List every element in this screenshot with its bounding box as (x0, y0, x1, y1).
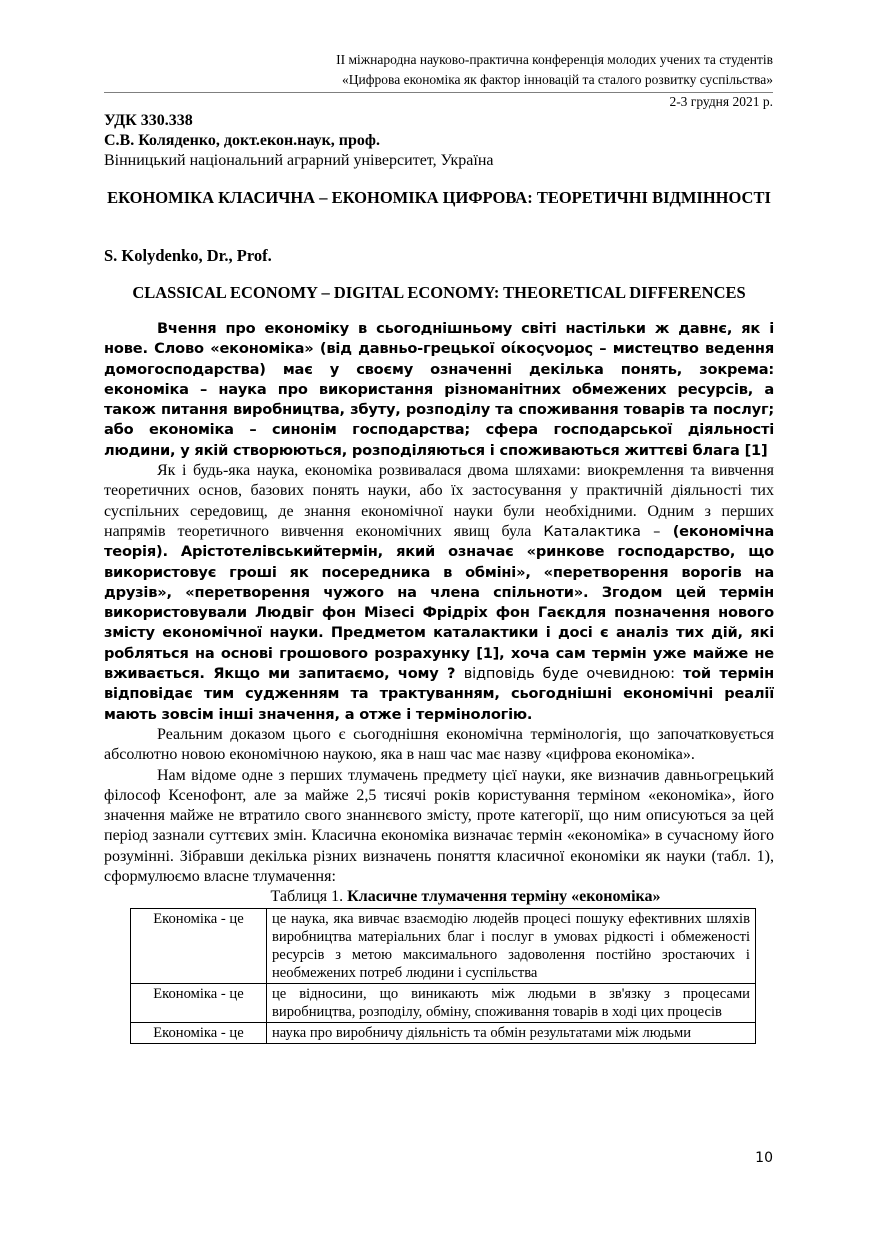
author-ua: С.В. Коляденко, докт.екон.наук, проф. (104, 132, 380, 149)
definition-cell: це наука, яка вивчає взаємодію людейв процесі пошуку ефективних шляхів виробництва матеріальних благ і послуг в умовах рідкості і обмеженості ресурсів з метою максимального задоволення постійно зростаючих і необмежених потреб людини і суспільства (267, 908, 756, 983)
paragraph-2-answer: відповідь буде очевидною: (463, 665, 683, 683)
title-en: CLASSICAL ECONOMY – DIGITAL ECONOMY: THEORETICAL DIFFERENCES (132, 283, 746, 302)
definition-cell: наука про виробничу діяльність та обмін результатами між людьми (267, 1022, 756, 1043)
table-caption-prefix: Таблиця 1. (270, 888, 348, 906)
paragraph-2-bold: (економічна теорія). Арістотелівськийтермін, який означає «ринкове господарство, що використовує гроші як посередника в обміні», «перетворення ворогів на друзів», «перетворення чужого на члена спільноти». Згодом цей термін використовували Людвіг фон Мізесі Фрідріх фон Гаєкдля позначення нового змісту економічної науки. Предметом каталактики і досі є аналіз тих дій, які робляться на основі грошового розрахунку [1], хоча сам термін уже майже не вживається. Якщо ми запитаємо, чому ? (104, 522, 774, 683)
paragraph-3: Реальним доказом цього є сьогоднішня економічна термінологія, що започатковується абсолютно новою економічною наукою, яка в наш час має назву «цифрова економіка». (104, 725, 774, 764)
udc-code: УДК 330.338 (104, 112, 193, 129)
term-cell: Економіка - це (131, 1022, 267, 1043)
table-row (131, 908, 756, 983)
paragraph-2 (104, 461, 774, 725)
title-ua (104, 188, 774, 208)
conference-line-1: II міжнародна науково-практична конференція молодих учених та студентів (336, 52, 773, 67)
conference-header (336, 50, 773, 90)
author-en: S. Kolydenko, Dr., Prof. (104, 246, 272, 265)
conference-line-2: «Цифрова економіка як фактор інновацій та сталого розвитку суспільства» (342, 72, 773, 87)
definition-cell: це відносини, що виникають між людьми в зв'язку з процесами виробництва, розподілу, обміну, споживання товарів в ході цих процесів (267, 983, 756, 1022)
paragraph-2-term: Каталактика – (543, 522, 673, 540)
paragraph-2-bold-end: той термін відповідає тим судженням та трактуванням, сьогоднішні економічні реалії мають зовсім інші значення, а отже і термінологію. (104, 665, 774, 723)
table-caption-title: Класичне тлумачення терміну «економіка» (347, 888, 661, 906)
paragraph-4: Нам відоме одне з перших тлумачень предмету цієї науки, яке визначив давньогрецький філософ Ксенофонт, але за майже 2,5 тисячі років користування терміном «економіка», його значення майже не втратило свого знаннєвого змісту, проте категорії, що ним описуються за цей період зазнали суттєвих змін. Класична економіка визначає термін «економіка» в сучасному його розумінні. Зібравши декілька різних визначень поняття класичної економіки як науки (табл. 1), сформулюємо власне тлумачення: (104, 766, 774, 886)
paragraph-1: Вчення про економіку в сьогоднішньому світі настільки ж давнє, як і нове. Слово «економіка» (від давньо-грецької οίκοςνομος – мистецтво ведення домогосподарства) має у своєму означенні декілька понять, зокрема: економіка – наука про використання різноманітних обмежених ресурсів, а також питання виробництва, збуту, розподілу та споживання товарів та послуг; або економіка – синонім господарства; сфера господарської діяльності людини, у якій створюються, розподіляються і споживаються життєві блага [1] (104, 320, 774, 459)
conference-date: 2-3 грудня 2021 р. (669, 94, 773, 109)
table-row (131, 983, 756, 1022)
article-body (104, 319, 774, 1044)
page-number: 10 (755, 1150, 773, 1166)
definitions-table (130, 908, 756, 1044)
term-cell: Економіка - це (131, 983, 267, 1022)
title-ua-text: ЕКОНОМІКА КЛАСИЧНА – ЕКОНОМІКА ЦИФРОВА: ТЕОРЕТИЧНІ ВІДМІННОСТІ (107, 188, 771, 207)
affiliation: Вінницький національний аграрний університет, Україна (104, 152, 494, 169)
article-meta (104, 111, 774, 171)
table-caption (104, 887, 774, 907)
header-divider (104, 92, 773, 93)
table-row (131, 1022, 756, 1043)
paragraph-2-regular: Як і будь-яка наука, економіка розвивалася двома шляхами: виокремлення та вивчення теоретичних основ, базових понять науки, або їх застосування у практичній діяльності тих суспільних середовищ, де знання економічної науки були необхідними. Одним з перших напрямів теоретичного вивчення економічних явищ була (104, 462, 774, 540)
term-cell: Економіка - це (131, 908, 267, 983)
